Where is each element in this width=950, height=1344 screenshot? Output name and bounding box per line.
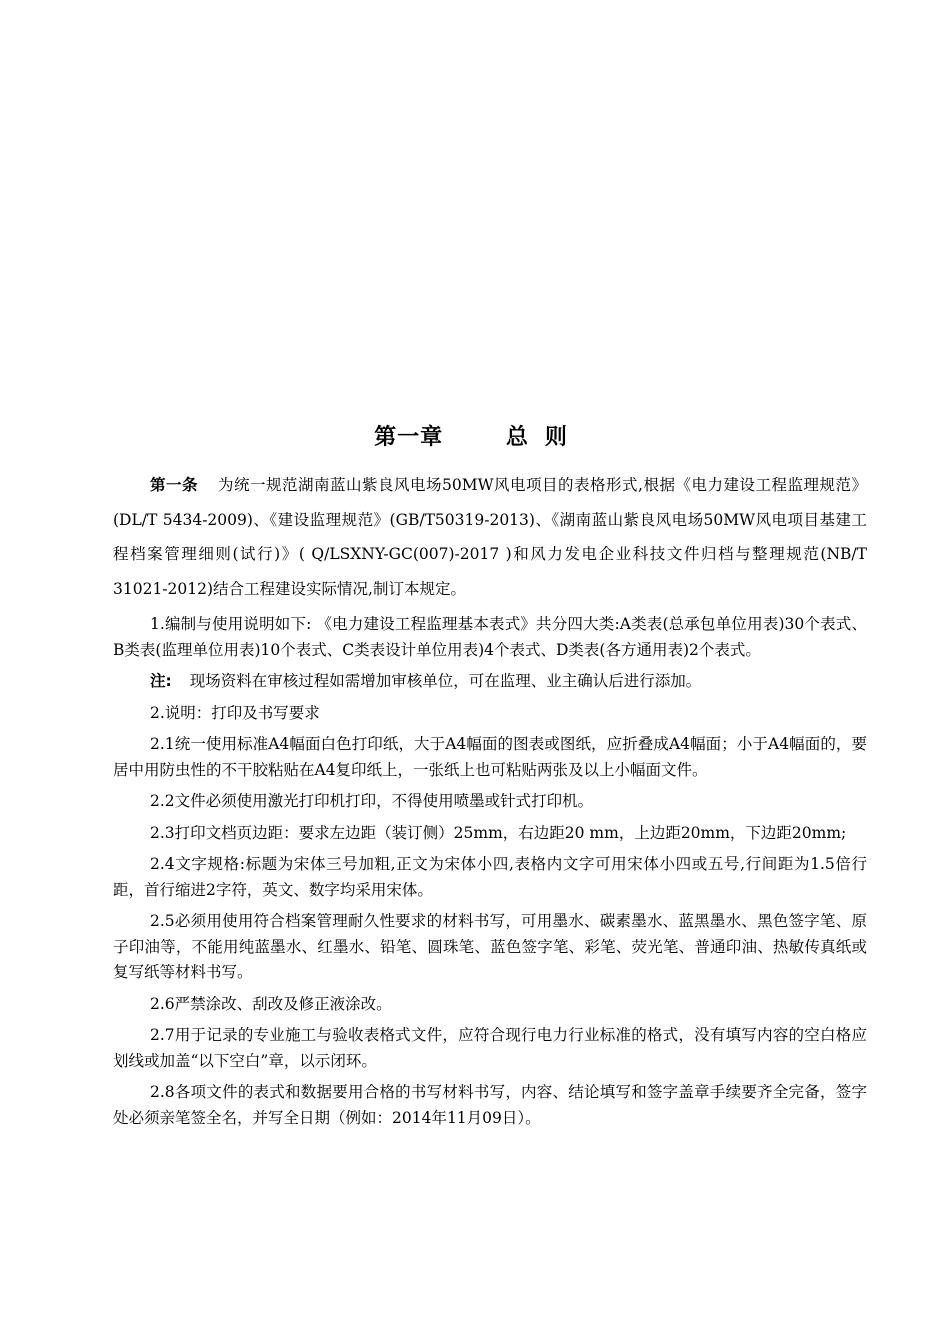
chapter-number: 第一章 [374, 425, 444, 450]
item-2-7-paragraph: 2.7用于记录的专业施工与验收表格式文件，应符合现行电力行业标准的格式，没有填写内容的空白格应划线或加盖“以下空白”章，以示闭环。 [113, 1026, 867, 1070]
article-1-text: 为统一规范湖南蓝山紫良风电场50MW风电项目的表格形式,根据《电力建设工程监理规范》(DL/T 5434-2009)、《建设监理规范》(GB/T50319-2013)、《湖南蓝山紫良风电场50MW风电项目基建工程档案管理细则(试行)》( Q/LSXNY-GC(007)-2017 )和风力发电企业科技文件归档与整理规范(NB/T 31021-2012)结合工程建设实际情况,制订本规定。 [113, 476, 867, 598]
article-1-label: 第一条 [150, 476, 199, 494]
chapter-name [498, 425, 576, 450]
item-2-3-paragraph: 2.3打印文档页边距：要求左边距（装订侧）25mm，右边距20 mm，上边距20mm，下边距20mm; [150, 823, 847, 842]
note-text: 现场资料在审核过程如需增加审核单位，可在监理、业主确认后进行添加。 [189, 672, 702, 690]
chapter-name-char-2: 则 [544, 425, 568, 450]
note-label: 注: [150, 672, 172, 690]
item-2-6-paragraph: 2.6严禁涂改、刮改及修正液涂改。 [150, 994, 392, 1013]
item-2-5-paragraph: 2.5必须用使用符合档案管理耐久性要求的材料书写，可用墨水、碳素墨水、蓝黑墨水、黑色签字笔、原子印油等，不能用纯蓝墨水、红墨水、铅笔、圆珠笔、蓝色签字笔、彩笔、荧光笔、普通印油、热敏传真纸或复写纸等材料书写。 [113, 912, 867, 981]
chapter-title [0, 420, 950, 451]
item-2-4-paragraph: 2.4文字规格:标题为宋体三号加粗,正文为宋体小四,表格内文字可用宋体小四或五号,行间距为1.5倍行距，首行缩进2字符，英文、数字均采用宋体。 [113, 855, 867, 899]
document-body [113, 468, 867, 1131]
item-2-8-paragraph: 2.8各项文件的表式和数据要用合格的书写材料书写，内容、结论填写和签字盖章手续要齐全完备，签字处必须亲笔签全名，并写全日期（例如：2014年11月09日）。 [113, 1083, 867, 1127]
chapter-name-char-1: 总 [505, 425, 529, 450]
item-2-1-paragraph: 2.1统一使用标准A4幅面白色打印纸，大于A4幅面的图表或图纸，应折叠成A4幅面；小于A4幅面的，要居中用防虫性的不干胶粘贴在A4复印纸上，一张纸上也可粘贴两张及以上小幅面文件。 [113, 735, 867, 779]
article-1-paragraph [113, 468, 867, 606]
item-1-paragraph: 1.编制与使用说明如下: 《电力建设工程监理基本表式》共分四大类:A类表(总承包单位用表)30个表式、B类表(监理单位用表)10个表式、C类表设计单位用表)4个表式、D类表(各方通用表)2个表式。 [113, 615, 867, 659]
note-paragraph [113, 669, 867, 695]
item-2-heading: 2.说明：打印及书写要求 [150, 703, 320, 722]
item-2-2-paragraph: 2.2文件必须使用激光打印机打印，不得使用喷墨或针式打印机。 [150, 792, 594, 810]
